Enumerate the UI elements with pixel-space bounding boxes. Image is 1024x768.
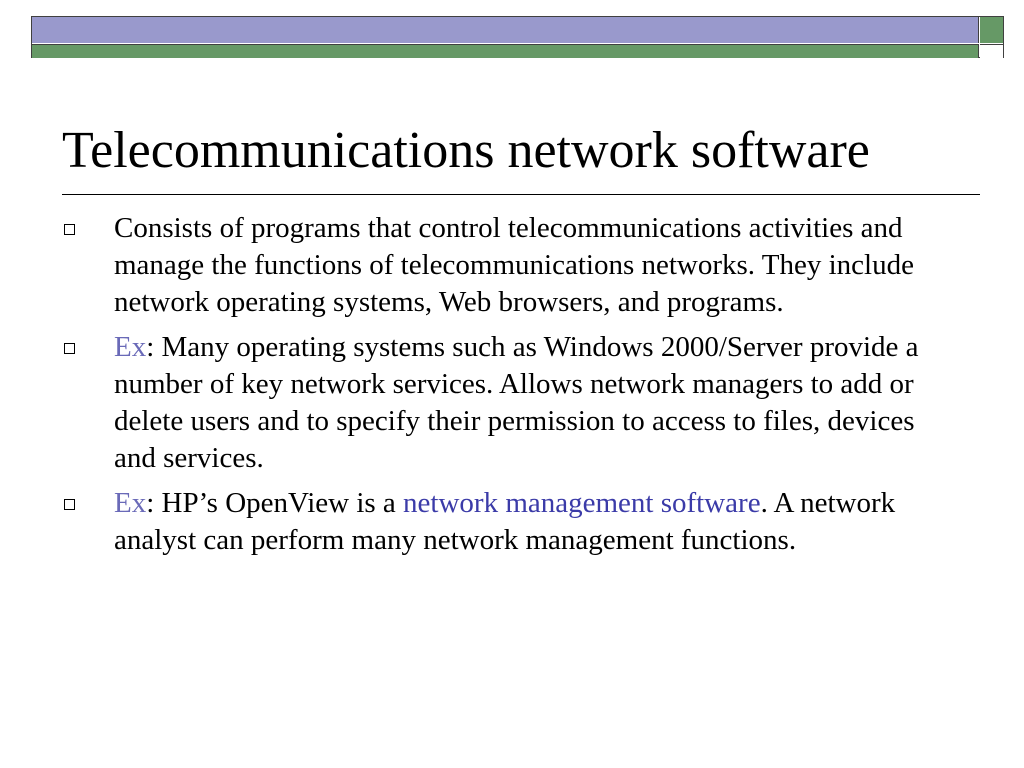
title-divider: [62, 194, 980, 195]
bullet-item-example-openview: [62, 485, 962, 559]
header-band-right-square: [980, 17, 1003, 43]
bullet-item-example-windows: [62, 329, 962, 477]
header-decoration-band: [31, 16, 1004, 58]
header-band-top-bar: [32, 17, 979, 43]
bullet-text-before: : HP’s OpenView is a: [146, 487, 404, 519]
header-band-bottom-bar: [32, 44, 979, 58]
highlighted-term: network management software: [403, 487, 761, 519]
bullet-text: : Many operating systems such as Windows 2000/Server provide a number of key network services. Allows network managers to add or delete users and to specify their permission to access to files, devices and services.: [114, 331, 919, 474]
header-band-right-white-cell: [980, 44, 1003, 58]
hollow-square-bullet-icon: [64, 343, 75, 354]
example-label: Ex: [114, 487, 147, 519]
hollow-square-bullet-icon: [64, 499, 75, 510]
example-label: Ex: [114, 331, 147, 363]
hollow-square-bullet-icon: [64, 224, 75, 235]
bullet-text: Consists of programs that control telecommunications activities and manage the functions of telecommunications networks. They include network operating systems, Web browsers, and programs.: [114, 212, 914, 318]
slide-title: Telecommunications network software: [62, 122, 870, 179]
bullet-item-definition: [62, 210, 962, 321]
bullet-list: [62, 210, 962, 567]
bullet-text-after: . A network analyst can perform many network management functions.: [114, 487, 896, 556]
